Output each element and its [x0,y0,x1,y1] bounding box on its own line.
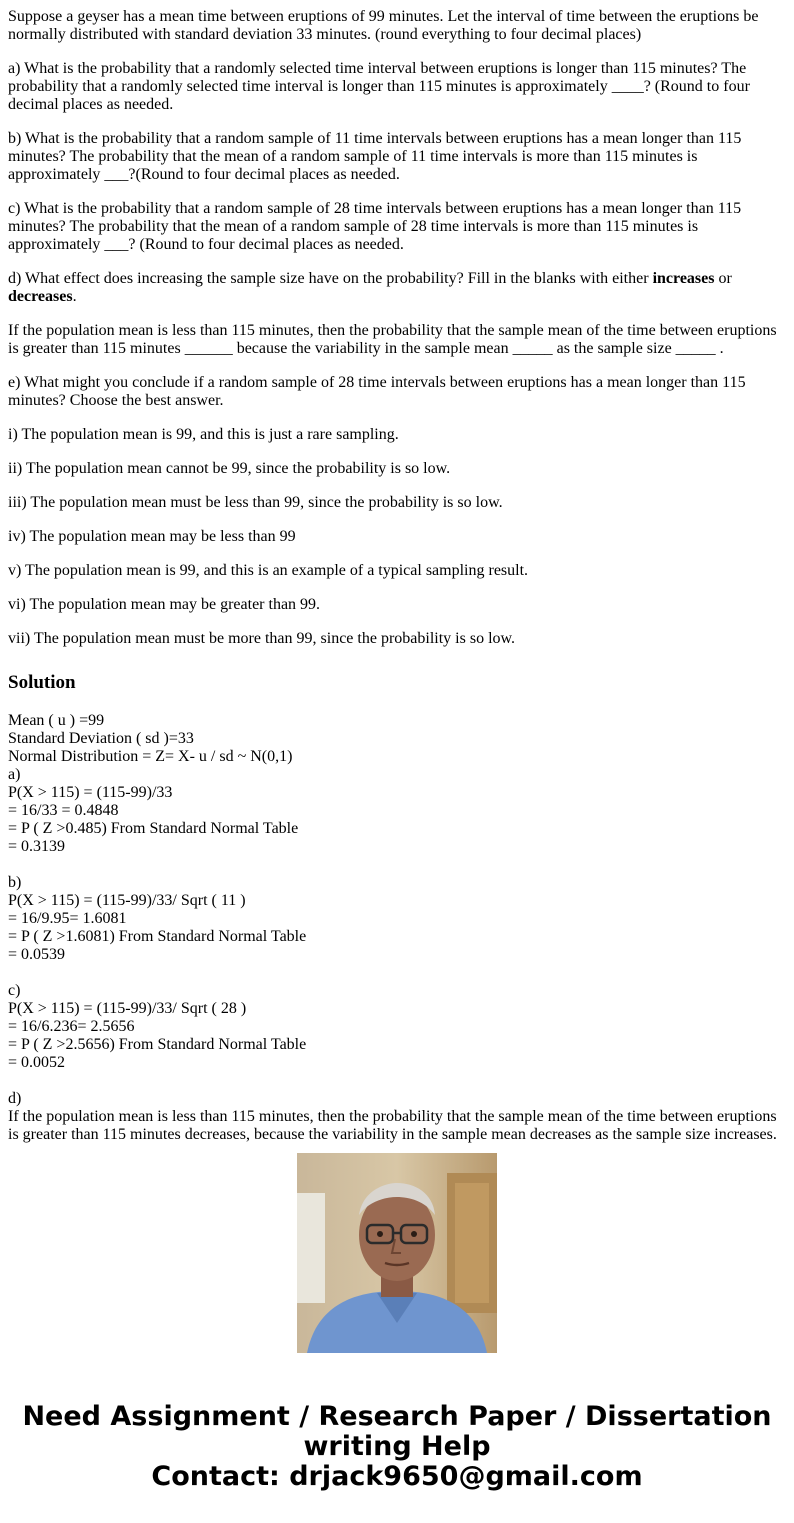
question-intro: Suppose a geyser has a mean time between eruptions of 99 minutes. Let the interval of time between the eruptions be normally distributed with standard deviation 33 minutes. (round everything to four decimal places) [8,8,759,43]
solution-line: d) [8,1090,22,1107]
solution-line: P(X > 115) = (115-99)/33/ Sqrt ( 28 ) [8,1000,247,1017]
solution-line: = P ( Z >0.485) From Standard Normal Table [8,820,299,837]
solution-line: = 16/6.236= 2.5656 [8,1018,135,1035]
keyword-increases: increases [652,270,715,287]
solution-line: = 16/33 = 0.4848 [8,802,119,819]
footer-contact: Contact: drjack9650@gmail.com [151,1461,643,1492]
author-avatar [297,1153,497,1353]
solution-line: P(X > 115) = (115-99)/33/ Sqrt ( 11 ) [8,892,246,909]
footer-line-2: writing Help [303,1431,491,1462]
solution-d-answer: If the population mean is less than 115 minutes, then the probability that the sample mean of the time between eruptions is greater than 115 minutes decreases, because the variability in the sample mean decreases as the sample size increases. [8,1108,777,1143]
question-part-d-end: . [72,288,77,305]
solution-line: = P ( Z >1.6081) From Standard Normal Table [8,928,307,945]
option-iii: iii) The population mean must be less than 99, since the probability is so low. [8,494,503,511]
solution-line: = 0.3139 [8,838,66,855]
solution-line: c) [8,982,21,999]
solution-line: = P ( Z >2.5656) From Standard Normal Table [8,1036,307,1053]
footer-banner [0,1402,794,1492]
question-part-d-text: d) What effect does increasing the sample size have on the probability? Fill in the blanks with either [8,270,653,287]
solution-line: = 16/9.95= 1.6081 [8,910,127,927]
solution-line: Mean ( u ) =99 [8,712,105,729]
question-part-a: a) What is the probability that a randomly selected time interval between eruptions is longer than 115 minutes? The probability that a randomly selected time interval is longer than 115 minutes is approximately ____? (Round to four decimal places as needed. [8,60,750,113]
solution-line: = 0.0539 [8,946,66,963]
question-part-c: c) What is the probability that a random sample of 28 time intervals between eruptions has a mean longer than 115 minutes? The probability that the mean of a random sample of 28 time intervals is more than 115 minutes is approximately ___? (Round to four decimal places as needed. [8,200,742,253]
solution-line: b) [8,874,22,891]
solution-line: = 0.0052 [8,1054,66,1071]
question-part-b: b) What is the probability that a random sample of 11 time intervals between eruptions has a mean longer than 115 minutes? The probability that the mean of a random sample of 11 time intervals is more than 115 minutes is approximately ___?(Round to four decimal places as needed. [8,130,742,183]
option-ii: ii) The population mean cannot be 99, since the probability is so low. [8,460,451,477]
question-part-d [8,270,786,306]
solution-heading: Solution [8,672,76,693]
question-part-e: e) What might you conclude if a random sample of 28 time intervals between eruptions has a mean longer than 115 minutes? Choose the best answer. [8,374,746,409]
question-part-d-fill-in: If the population mean is less than 115 minutes, then the probability that the sample mean of the time between eruptions is greater than 115 minutes ______ because the variability in the sample mean _____ as the sample size _____ . [8,322,777,357]
option-i: i) The population mean is 99, and this is just a rare sampling. [8,426,399,443]
solution-line [8,964,786,982]
author-portrait-image [297,1153,497,1353]
question-content [8,0,786,1143]
option-vii: vii) The population mean must be more than 99, since the probability is so low. [8,630,516,647]
solution-line: Standard Deviation ( sd )=33 [8,730,194,747]
question-part-d-or: or [714,270,732,287]
solution-line: Normal Distribution = Z= X- u / sd ~ N(0,1) [8,748,293,765]
keyword-decreases: decreases [8,288,73,305]
option-iv: iv) The population mean may be less than 99 [8,528,296,545]
solution-line [8,856,786,874]
option-vi: vi) The population mean may be greater than 99. [8,596,321,613]
solution-line: P(X > 115) = (115-99)/33 [8,784,173,801]
option-v: v) The population mean is 99, and this is an example of a typical sampling result. [8,562,529,579]
solution-body [8,712,786,1108]
solution-line: a) [8,766,21,783]
solution-line [8,1072,786,1090]
footer-line-1: Need Assignment / Research Paper / Dissertation [22,1401,772,1432]
